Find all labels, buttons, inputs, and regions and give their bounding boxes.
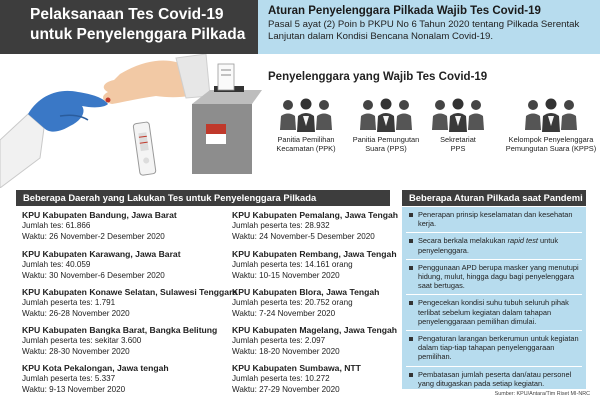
region-item <box>22 363 222 395</box>
rule-item: Pembatasan jumlah peserta dan/atau personel yang ditugaskan pada setiap kegiatan. <box>406 370 582 392</box>
region-participants: Jumlah tes: 61.866 <box>22 221 91 230</box>
regulation-body: Pasal 5 ayat (2) Poin b PKPU No 6 Tahun 2020 tentang Pilkada Serentak Lanjutan dalam Kondisi Bencana Nonalam Covid-19. <box>268 19 580 42</box>
rule-item: Penerapan prinsip keselamatan dan kesehatan kerja. <box>406 210 582 233</box>
region-name: KPU Kabupaten Karawang, Jawa Barat <box>22 249 181 259</box>
bullet-icon <box>409 239 413 243</box>
region-name: KPU Kabupaten Bandung, Jawa Barat <box>22 210 177 220</box>
region-participants: Jumlah tes: 40.059 <box>22 260 91 269</box>
region-name: KPU Kabupaten Bangka Barat, Bangka Belitung <box>22 325 218 335</box>
bullet-icon <box>409 337 413 341</box>
region-name: KPU Kabupaten Pemalang, Jawa Tengah <box>232 210 399 220</box>
region-name: KPU Kabupaten Magelang, Jawa Tengah <box>232 325 398 335</box>
region-item <box>22 325 222 357</box>
region-participants: Jumlah peserta tes: 14.161 orang <box>232 260 353 269</box>
region-time: Waktu: 18-20 November 2020 <box>232 346 340 356</box>
regulation-box <box>258 0 600 54</box>
group-ppk <box>266 96 346 153</box>
region-time: Waktu: 26 November-2 Desember 2020 <box>22 231 165 241</box>
rule-item: Pengaturan larangan berkerumun untuk kegiatan dalam tiap-tiap tahapan penyelenggaraan pemilihan. <box>406 334 582 367</box>
region-time: Waktu: 9-13 November 2020 <box>22 384 126 394</box>
region-item <box>22 249 222 281</box>
region-time: Waktu: 26-28 November 2020 <box>22 308 130 318</box>
region-time: Waktu: 30 November-6 Desember 2020 <box>22 270 165 280</box>
region-time: Waktu: 10-15 November 2020 <box>232 270 340 280</box>
region-participants: Jumlah peserta tes: 20.752 orang <box>232 298 353 307</box>
infographic-title <box>0 0 258 54</box>
bullet-icon <box>409 266 413 270</box>
region-participants: Jumlah peserta tes: 2.097 <box>232 336 326 345</box>
rules-list <box>402 207 586 389</box>
bullet-icon <box>409 373 413 377</box>
region-participants: Jumlah peserta tes: 5.337 <box>22 374 116 383</box>
group-pps <box>346 96 426 153</box>
region-name: KPU Kabupaten Blora, Jawa Tengah <box>232 287 380 297</box>
region-time: Waktu: 7-24 November 2020 <box>232 308 336 318</box>
rule-item: Secara berkala melakukan rapid test untuk penyelenggara. <box>406 236 582 259</box>
region-participants: Jumlah peserta tes: sekitar 3.600 <box>22 336 142 345</box>
group-kpps-label: Kelompok Penyelenggara Pemungutan Suara (KPPS) <box>505 135 597 153</box>
group-ppk-label: Panitia Pemilihan Kecamatan (PPK) <box>276 135 336 153</box>
group-kpps <box>504 96 598 153</box>
region-item <box>22 210 222 242</box>
region-participants: Jumlah peserta tes: 28.932 <box>232 221 330 230</box>
rule-item: Pengecekan kondisi suhu tubuh seluruh pihak terlibat sebelum kegiatan dalam tahapan penyelenggaraan pemilihan dimulai. <box>406 298 582 331</box>
region-time: Waktu: 28-30 November 2020 <box>22 346 130 356</box>
region-time: Waktu: 24 November-5 Desember 2020 <box>232 231 375 241</box>
regulation-title: Aturan Penyelenggara Pilkada Wajib Tes Covid-19 <box>268 5 541 17</box>
bullet-icon <box>409 301 413 305</box>
region-item <box>22 287 238 319</box>
region-time: Waktu: 27-29 November 2020 <box>232 384 340 394</box>
people-group-icon <box>276 96 336 132</box>
rules-section-header: Beberapa Aturan Pilkada saat Pandemi <box>402 190 586 206</box>
group-sekretariat-label: Sekretariat PPS <box>440 135 476 153</box>
region-participants: Jumlah peserta tes: 10.272 <box>232 374 330 383</box>
people-group-icon <box>521 96 581 132</box>
rule-item: Penggunaan APD berupa masker yang menutupi hidung, mulut, hingga dagu bagi penyelenggara saat bertugas. <box>406 263 582 296</box>
penyelenggara-title: Penyelenggara yang Wajib Tes Covid-19 <box>268 71 488 83</box>
rapid-test-emphasis: rapid test <box>507 236 538 246</box>
region-participants: Jumlah peserta tes: 1.791 <box>22 298 116 307</box>
title-line-2: untuk Penyelenggara Pilkada <box>30 26 246 43</box>
source-credit: Sumber: KPU/Antara/Tim Riset MI-NRC <box>494 391 590 397</box>
title-line-1: Pelaksanaan Tes Covid-19 <box>30 6 224 23</box>
people-group-icon <box>356 96 416 132</box>
covid-test-illustration <box>0 54 262 188</box>
bullet-icon <box>409 213 413 217</box>
region-name: KPU Kota Pekalongan, Jawa tengah <box>22 363 169 373</box>
region-name: KPU Kabupaten Konawe Selatan, Sulawesi Tenggara <box>22 287 238 297</box>
people-group-icon <box>428 96 488 132</box>
group-sekretariat <box>418 96 498 153</box>
region-name: KPU Kabupaten Sumbawa, NTT <box>232 363 361 373</box>
group-pps-label: Panitia Pemungutan Suara (PPS) <box>352 135 420 153</box>
regions-section-header: Beberapa Daerah yang Lakukan Tes untuk Penyelenggara Pilkada <box>16 190 390 206</box>
region-name: KPU Kabupaten Rembang, Jawa Tengah <box>232 249 397 259</box>
